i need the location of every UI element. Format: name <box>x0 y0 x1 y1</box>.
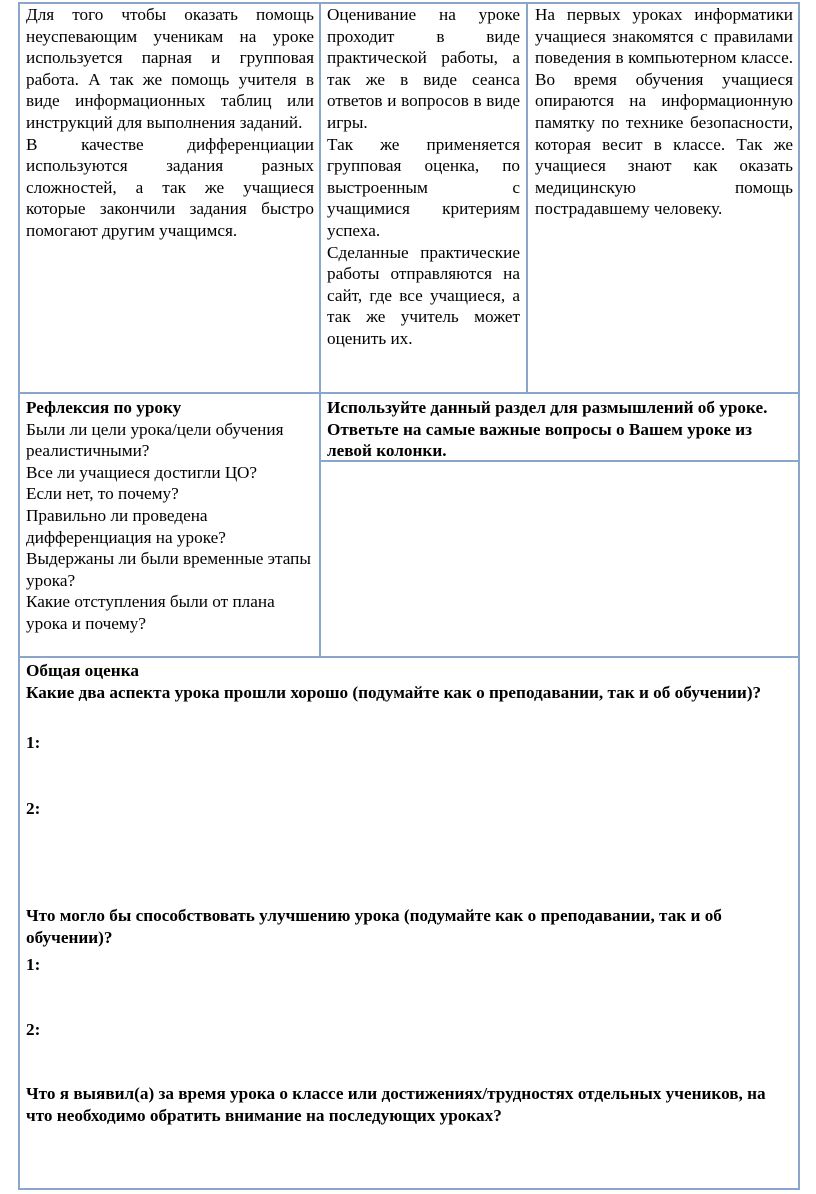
reflection-cell <box>26 397 314 635</box>
differentiation-text: В качестве дифференциации используются задания разных сложностей, а так же учащиеся которые закончили задания быстро помогают другим учащимся. <box>26 134 314 240</box>
safety-text: На первых уроках информатики учащиеся знакомятся с правилами поведения в компьютерном классе. Во время обучения учащиеся опираются на информационную памятку по технике безопасности, которая весит в классе. Так же учащиеся знают как оказать медицинскую помощь пострадавшему человеку. <box>535 5 793 219</box>
general-title: Общая оценка <box>26 661 139 680</box>
differentiation-text: Для того чтобы оказать помощь неуспевающим ученикам на уроке используется парная и групповая работа. А так же помощь учителя в виде информационных таблиц или инструкций для выполнения заданий. <box>26 5 314 132</box>
reflection-question: Были ли цели урока/цели обучения реалистичными? <box>26 419 284 461</box>
general-question: Какие два аспекта урока прошли хорошо (подумайте как о преподавании, так и об обучении)? <box>26 682 762 702</box>
reflection-question: Если нет, то почему? <box>26 484 179 504</box>
table-divider <box>319 2 321 658</box>
safety-cell <box>535 4 793 220</box>
table-divider <box>18 392 800 394</box>
reflection-instruction: Используйте данный раздел для размышлений об уроке. Ответьте на самые важные вопросы о Вашем уроке из левой колонки. <box>327 398 768 461</box>
general-question: Что могло бы способствовать улучшению урока (подумайте как о преподавании, так и об обучении)? <box>26 906 722 947</box>
general-question-block <box>26 905 792 948</box>
reflection-question: Какие отступления были от плана урока и почему? <box>26 592 275 633</box>
table-divider <box>18 656 800 658</box>
assessment-text: Так же применяется групповая оценка, по выстроенным с учащимися критериям успеха. <box>327 134 520 240</box>
reflection-question: Выдержаны ли были временные этапы урока? <box>26 549 311 590</box>
general-question: Что я выявил(а) за время урока о классе или достижениях/трудностях отдельных учеников, на что необходимо обратить внимание на последующих уроках? <box>26 1084 766 1125</box>
reflection-question: Все ли учащиеся достигли ЦО? <box>26 462 258 482</box>
reflection-instruction-cell <box>327 397 793 462</box>
answer-label: 2: <box>26 799 41 818</box>
assessment-text: Сделанные практические работы отправляются на сайт, где все учащиеся, а так же учитель может оценить их. <box>327 242 520 348</box>
assessment-text: Оценивание на уроке проходит в виде практической работы, а так же в виде сеанса ответов и вопросов в виде игры. <box>327 5 520 132</box>
reflection-question: Правильно ли проведена дифференциация на уроке? <box>26 505 226 547</box>
table-divider <box>526 2 528 394</box>
general-evaluation-cell <box>26 660 792 703</box>
answer-label: 1: <box>26 955 41 974</box>
differentiation-cell <box>26 4 314 242</box>
assessment-cell <box>327 4 520 350</box>
answer-label: 1: <box>26 733 41 752</box>
general-question-block <box>26 1083 792 1126</box>
reflection-title: Рефлексия по уроку <box>26 398 182 417</box>
answer-label: 2: <box>26 1020 41 1039</box>
